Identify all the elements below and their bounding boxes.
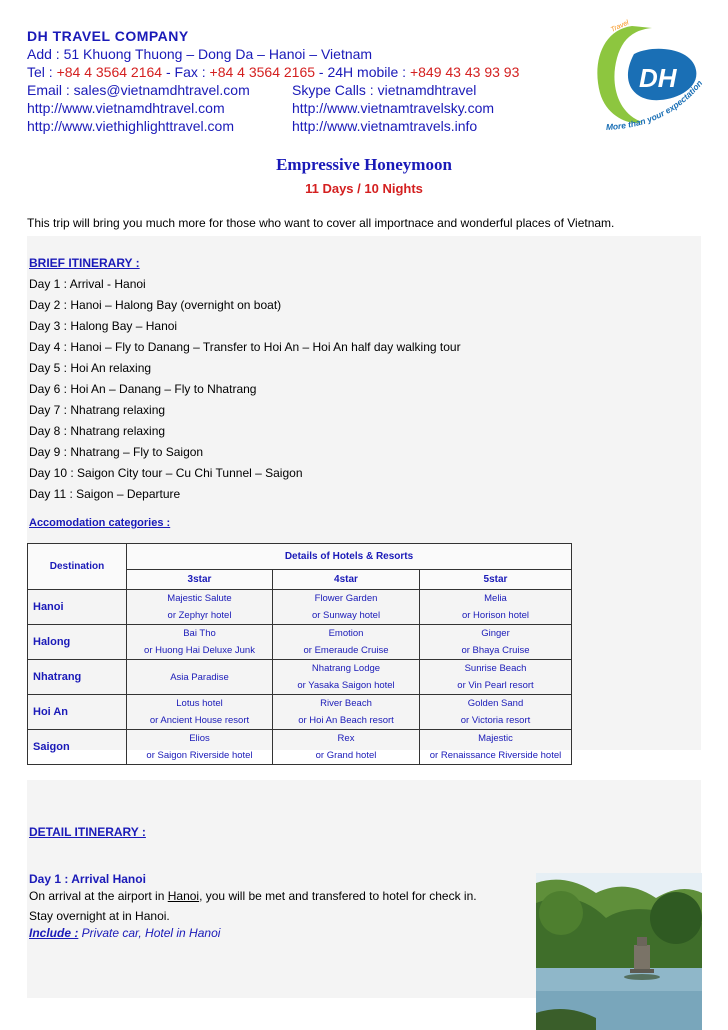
destination-cell: Nhatrang (28, 660, 127, 695)
tour-title-block (0, 155, 728, 196)
hotel-cell-s5 (420, 660, 572, 695)
hotel-row (28, 730, 572, 765)
hotel-alternative: or Sunway hotel (311, 610, 381, 621)
hotel-cell-s3 (127, 625, 273, 660)
hanoi-link[interactable]: Hanoi (167, 889, 200, 903)
tour-duration: 11 Days / 10 Nights (305, 181, 423, 196)
hotel-row (28, 695, 572, 730)
hotel-row (28, 660, 572, 695)
hotel-name: Emotion (328, 628, 364, 639)
hotel-row (28, 590, 572, 625)
tour-title: Empressive Honeymoon (276, 155, 452, 174)
detail-heading: DETAIL ITINERARY : (29, 825, 146, 839)
day-item: Day 8 : Nhatrang relaxing (29, 424, 166, 438)
day-item: Day 2 : Hanoi – Halong Bay (overnight on boat) (29, 298, 282, 312)
website-link-4[interactable]: http://www.vietnamtravels.info (292, 118, 478, 134)
company-address: Add : 51 Khuong Thuong – Dong Da – Hanoi – Vietnam (27, 46, 373, 62)
hotel-name: Melia (484, 593, 507, 604)
hotel-alternative: or Victoria resort (460, 715, 531, 726)
company-name: DH TRAVEL COMPANY (27, 28, 189, 44)
hotel-cell-s3 (127, 660, 273, 695)
company-header (27, 27, 587, 135)
hotel-name: Bai Tho (183, 628, 216, 639)
hotel-name: Ginger (481, 628, 510, 639)
contact-phones: Tel : +84 4 3564 2164 - Fax : +84 4 3564 2165 - 24H mobile : +849 43 43 93 93 (27, 64, 520, 80)
hotel-alternative: or Bhaya Cruise (461, 645, 530, 656)
day-item: Day 1 : Arrival - Hanoi (29, 277, 146, 291)
hotel-cell-s4 (273, 625, 420, 660)
hotel-alternative: or Ancient House resort (149, 715, 250, 726)
day-item: Day 10 : Saigon City tour – Cu Chi Tunnel – Saigon (29, 466, 303, 480)
day-item: Day 3 : Halong Bay – Hanoi (29, 319, 178, 333)
destination-cell: Saigon (28, 730, 127, 765)
hotel-name: Flower Garden (314, 593, 378, 604)
hotel-table (27, 543, 572, 765)
fax-number: +84 4 3564 2165 (209, 64, 316, 80)
hotel-cell-s4 (273, 590, 420, 625)
skype-contact: Skype Calls : vietnamdhtravel (292, 82, 477, 98)
hotel-alternative: or Grand hotel (315, 750, 377, 761)
hotel-alternative: or Yasaka Saigon hotel (297, 680, 395, 691)
destination-header: Destination (28, 544, 127, 590)
brief-heading: BRIEF ITINERARY : (29, 256, 140, 270)
mobile-number: +849 43 43 93 93 (409, 64, 520, 80)
hotel-cell-s4 (273, 660, 420, 695)
hotel-name: Majestic Salute (167, 593, 232, 604)
hotel-alternative: or Huong Hai Deluxe Junk (144, 645, 255, 656)
hotel-name: Elios (189, 733, 210, 744)
hotel-cell-s3 (127, 730, 273, 765)
website-link-2[interactable]: http://www.vietnamtravelsky.com (292, 100, 495, 116)
email-address: Email : sales@vietnamdhtravel.com (27, 82, 250, 98)
hotel-alternative: or Renaissance Riverside hotel (429, 750, 562, 761)
hotel-name: Sunrise Beach (464, 663, 527, 674)
website-link-1[interactable]: http://www.vietnamdhtravel.com (27, 100, 225, 116)
col-5star: 5star (420, 570, 572, 590)
logo-travel-word: Travel (609, 19, 631, 34)
logo-letters: DH (639, 63, 677, 93)
hotel-cell-s5 (420, 625, 572, 660)
destination-cell: Hoi An (28, 695, 127, 730)
col-4star: 4star (273, 570, 420, 590)
day-item: Day 6 : Hoi An – Danang – Fly to Nhatrang (29, 382, 257, 396)
hotel-alternative: or Emeraude Cruise (303, 645, 389, 656)
destination-cell: Halong (28, 625, 127, 660)
brief-panel (27, 236, 701, 761)
hotel-cell-s3 (127, 590, 273, 625)
hotel-name: Lotus hotel (176, 698, 223, 709)
details-header: Details of Hotels & Resorts (127, 544, 572, 570)
hotel-cell-s4 (273, 695, 420, 730)
hotel-name: Asia Paradise (170, 671, 229, 683)
day1-title: Day 1 : Arrival Hanoi (29, 872, 146, 886)
hotel-name: Rex (337, 733, 355, 744)
hotel-name: Nhatrang Lodge (311, 663, 381, 674)
logo-slogan: More than your expectation (605, 78, 705, 133)
hotel-cell-s5 (420, 695, 572, 730)
hotel-alternative: or Saigon Riverside hotel (146, 750, 253, 761)
dh-travel-logo (592, 18, 710, 138)
hotel-cell-s5 (420, 730, 572, 765)
hotel-cell-s5 (420, 590, 572, 625)
col-3star: 3star (127, 570, 273, 590)
day-item: Day 11 : Saigon – Departure (29, 487, 181, 501)
intro-text: This trip will bring you much more for those who want to cover all importnace and wonderful places of Vietnam. (27, 216, 615, 230)
website-link-3[interactable]: http://www.viethighlighttravel.com (27, 118, 234, 134)
tel-number: +84 4 3564 2164 (56, 64, 163, 80)
day-item: Day 9 : Nhatrang – Fly to Saigon (29, 445, 204, 459)
day-item: Day 4 : Hanoi – Fly to Danang – Transfer to Hoi An – Hoi An half day walking tour (29, 340, 461, 354)
hotel-name: Majestic (478, 733, 513, 744)
day-list (29, 274, 701, 505)
destination-cell: Hanoi (28, 590, 127, 625)
hoan-kiem-lake-photo (536, 873, 702, 1030)
accommodation-heading: Accomodation categories : (29, 517, 171, 529)
hotel-row (28, 625, 572, 660)
hotel-cell-s3 (127, 695, 273, 730)
day1-include: Include : Private car, Hotel in Hanoi (29, 926, 221, 940)
day-item: Day 7 : Nhatrang relaxing (29, 403, 166, 417)
hotel-alternative: or Hoi An Beach resort (298, 715, 394, 726)
hotel-name: Golden Sand (467, 698, 524, 709)
hotel-cell-s4 (273, 730, 420, 765)
hotel-alternative: or Horison hotel (461, 610, 530, 621)
hotel-name: River Beach (320, 698, 372, 709)
day1-description: On arrival at the airport in Hanoi, you will be met and transfered to hotel for check in. (29, 889, 477, 903)
hotel-alternative: or Zephyr hotel (167, 610, 232, 621)
day1-stay: Stay overnight at in Hanoi. (29, 909, 170, 923)
day-item: Day 5 : Hoi An relaxing (29, 361, 152, 375)
hotel-alternative: or Vin Pearl resort (457, 680, 534, 691)
